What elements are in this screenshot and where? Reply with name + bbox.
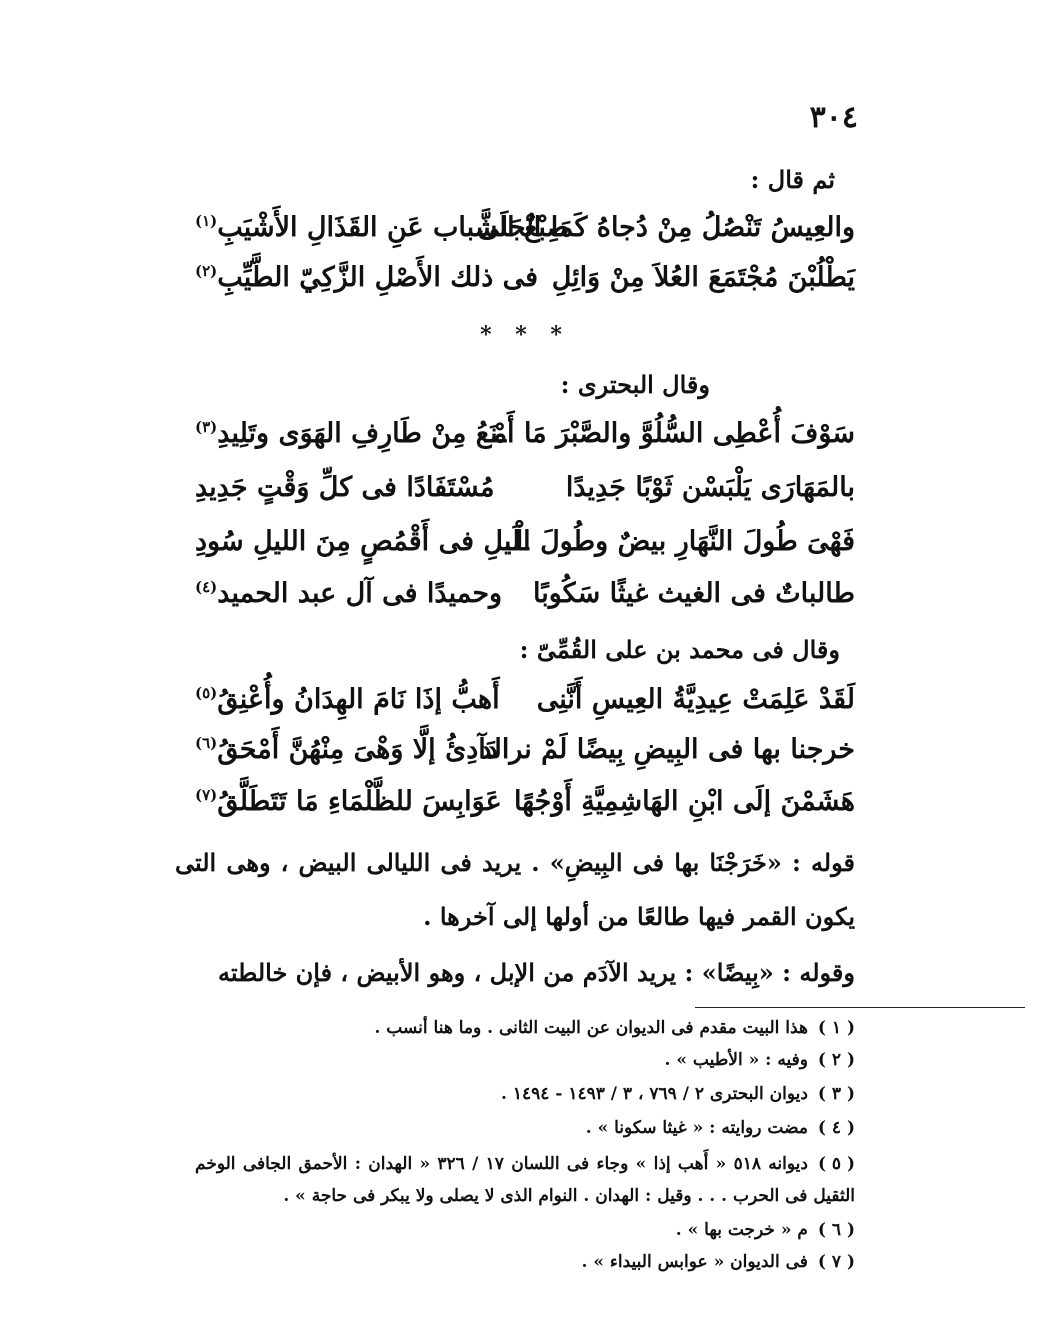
second-hemistich [195, 578, 502, 609]
verse-line [195, 578, 855, 624]
hemistich-text: دَآدِئُ إلَّا وَهْىَ مِنْهُنَّ أَمْحَقُ [217, 734, 498, 765]
footnote-number: ( ١ ) [817, 1018, 855, 1038]
footnote [195, 1148, 855, 1212]
verse-line [195, 526, 855, 572]
footnote [501, 1084, 855, 1104]
footnote-ref: (٥) [195, 684, 218, 702]
second-hemistich [195, 526, 529, 557]
footnote-ref: (٢) [195, 262, 218, 280]
commentary-paragraph: قوله : «خَرَجْنَا بها فى البِيضِ» . يريد فى الليالى البيض ، وهى التى يكون القمر فيها طالعًا من أولها إلى آخرها . [175, 848, 855, 931]
footnote-ref: (١) [195, 212, 218, 230]
footnote [586, 1118, 855, 1138]
verse-line [195, 734, 855, 780]
page-number: ٣٠٤ [809, 100, 858, 135]
hemistich-text: فى ذلك الأَصْلِ الزَّكِيّ الطَّيِّبِ [217, 262, 539, 293]
hemistich-text: ـلَيلِ فى أَقْمُصٍ مِنَ الليلِ سُودِ [195, 526, 529, 557]
footnote-text: م « خرجت بها » . [675, 1220, 808, 1240]
second-hemistich [195, 734, 498, 765]
footnote-separator [695, 1007, 1025, 1008]
second-hemistich [195, 212, 569, 243]
first-hemistich: فَهْىَ طُولَ النَّهَارِ بيضٌ وطُولَ الْـ [507, 526, 855, 557]
footnote-number: ( ٧ ) [817, 1252, 855, 1272]
first-hemistich: طالباتٌ فى الغيث غيثًا سَكُوبًا [532, 578, 855, 609]
footnote-number: ( ٤ ) [817, 1118, 855, 1138]
verse-line [195, 684, 855, 730]
footnote [665, 1050, 855, 1070]
second-hemistich [195, 418, 506, 449]
commentary-paragraph: وقوله : «بِيضًا» : يريد الآدَم من الإبل ، وهو الأبيض ، فإن خالطته [218, 958, 855, 987]
hemistich-text: مُسْتَفَادًا فى كلِّ وَقْتٍ جَدِيدِ [195, 472, 495, 503]
footnote [582, 1252, 855, 1272]
first-hemistich: بالمَهَارَى يَلْبَسْن ثَوْبًا جَدِيدًا [565, 472, 855, 503]
hemistich-text: عَوَابِسَ للظَّلْمَاءِ مَا تَتَطَلَّقُ [217, 786, 502, 817]
hemistich-text: صِبْغُ الشَّباب عَنِ القَذَالِ الأَشْيَبِ [217, 212, 570, 243]
second-hemistich [195, 786, 502, 817]
footnote-number: ( ٥ ) [817, 1154, 856, 1174]
second-hemistich [195, 262, 538, 293]
section-intro: وقال فى محمد بن على القُمِّىّ : [519, 635, 840, 664]
first-hemistich: لَقَدْ عَلِمَتْ عِيدِيَّةُ العِيسِ أَنَّنِى [536, 684, 855, 715]
first-hemistich: هَشَمْنَ إلَى ابْنِ الهَاشِمِيَّةِ أَوْجُهًا [513, 786, 855, 817]
section-divider: * * * [480, 322, 570, 348]
footnote-text: ديوان البحترى ٢ / ٧٦٩ ، ٣ / ١٤٩٣ - ١٤٩٤ . [501, 1084, 808, 1104]
footnote-ref: (٧) [195, 786, 218, 804]
footnote-text: هذا البيت مقدم فى الديوان عن البيت الثانى . وما هنا أنسب . [374, 1018, 808, 1038]
footnote-ref: (٤) [195, 578, 218, 596]
footnote-ref: (٣) [195, 418, 218, 436]
second-hemistich [195, 684, 500, 715]
footnote-number: ( ٢ ) [817, 1050, 855, 1070]
section-intro: وقال البحترى : [560, 370, 710, 399]
footnote-text: فى الديوان « عوابس البيداء » . [581, 1252, 808, 1272]
first-hemistich: خرجنا بها فى البِيضِ بِيضًا لَمْ نرالد [479, 734, 855, 765]
footnote-text: وفيه : « الأطيب » . [664, 1050, 808, 1070]
footnote [676, 1220, 855, 1240]
verse-line [195, 212, 855, 258]
footnote-ref: (٦) [195, 734, 218, 752]
verse-line [195, 472, 855, 518]
first-hemistich: يَطْلُبْنَ مُجْتَمَعَ العُلاَ مِنْ وَائِلِ [551, 262, 855, 293]
footnote-number: ( ٣ ) [817, 1084, 855, 1104]
section-intro: ثم قال : [750, 165, 835, 194]
verse-line [195, 262, 855, 308]
footnote-text: مضت روايته : « غيثا سكونا » . [585, 1118, 808, 1138]
verse-line [195, 418, 855, 464]
footnote-number: ( ٦ ) [817, 1220, 855, 1240]
footnote [374, 1018, 855, 1038]
verse-line [195, 786, 855, 832]
second-hemistich [195, 472, 494, 503]
footnote-text: ديوانه ٥١٨ « أَهب إذا » وجاء فى اللسان ١٧ / ٣٢٦ « الهدان : الأحمق الجافى الوخم الثقيل فى الحرب . . . وقيل : الهدان . النوام الذى لا يصلى ولا يبكر فى حاجة » . [195, 1154, 855, 1206]
hemistich-text: أَهبُّ إذَا نَامَ الهِدَانُ وأُعْنِقُ [217, 684, 500, 715]
first-hemistich: والعِيسُ تَنْصُلُ مِنْ دُجاهُ كَمَا انْجَلَى [477, 212, 855, 243]
hemistich-text: وحميدًا فى آل عبد الحميد [217, 578, 503, 609]
hemistich-text: ـنَعُ مِنْ طَارِفِ الهَوَى وتَلِيدِ [217, 418, 507, 449]
first-hemistich: سَوْفَ أُعْطِى السُّلُوَّ والصَّبْرَ مَا أَمْـ [484, 418, 855, 449]
